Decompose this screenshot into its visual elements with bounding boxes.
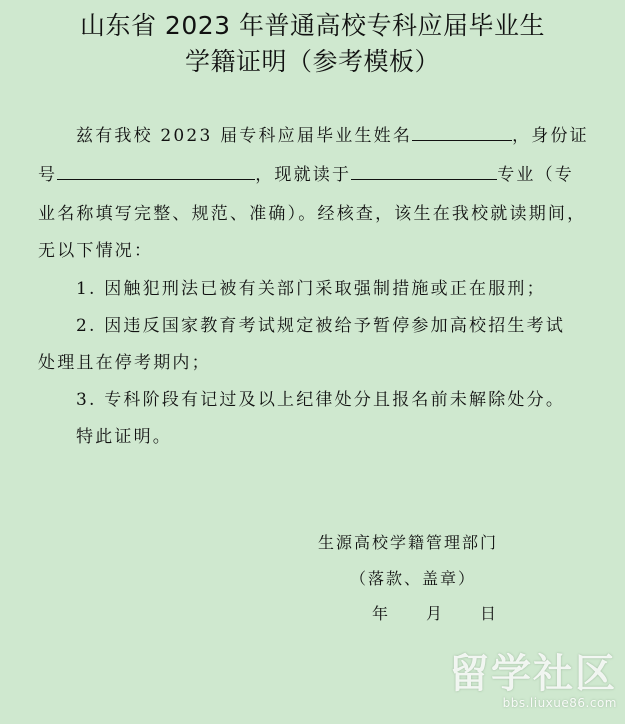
text-major: 专业（专 bbox=[497, 165, 575, 185]
name-blank bbox=[412, 122, 512, 141]
list-item-2-line1: 2. 因违反国家教育考试规定被给予暂停参加高校招生考试 bbox=[76, 316, 566, 336]
document-title-line2: 学籍证明（参考模板） bbox=[184, 47, 440, 76]
text-number: 号 bbox=[38, 165, 58, 185]
signature-department: 生源高校学籍管理部门 bbox=[318, 533, 499, 552]
document-title-line1: 山东省 2023 年普通高校专科应届毕业生 bbox=[79, 11, 546, 40]
signature-seal-note: （落款、盖章） bbox=[350, 569, 477, 588]
closing-statement: 特此证明。 bbox=[76, 427, 172, 447]
paragraph-line-4: 无以下情况： bbox=[38, 241, 154, 261]
text-id-card: ，身份证 bbox=[512, 126, 589, 146]
text-student-intro: 兹有我校 2023 届专科应届毕业生姓名 bbox=[76, 126, 413, 146]
major-blank bbox=[351, 161, 497, 180]
paragraph-line-2 bbox=[38, 160, 574, 185]
paragraph-line-1 bbox=[76, 121, 589, 146]
paragraph-line-3: 业名称填写完整、规范、准确）。经核查，该生在我校就读期间， bbox=[38, 204, 587, 224]
site-watermark bbox=[447, 652, 617, 718]
signature-date: 年 月 日 bbox=[372, 604, 499, 623]
list-item-2-line2: 处理且在停考期内； bbox=[38, 353, 211, 373]
list-item-1: 1. 因触犯刑法已被有关部门采取强制措施或正在服刑； bbox=[76, 279, 546, 299]
watermark-logo: 留学社区 bbox=[449, 651, 617, 697]
watermark-url: bbs.liuxue86.com bbox=[502, 696, 617, 710]
text-currently-enrolled: ，现就读于 bbox=[255, 165, 352, 185]
id-number-blank bbox=[57, 161, 255, 180]
list-item-3: 3. 专科阶段有记过及以上纪律处分且报名前未解除处分。 bbox=[76, 390, 566, 410]
